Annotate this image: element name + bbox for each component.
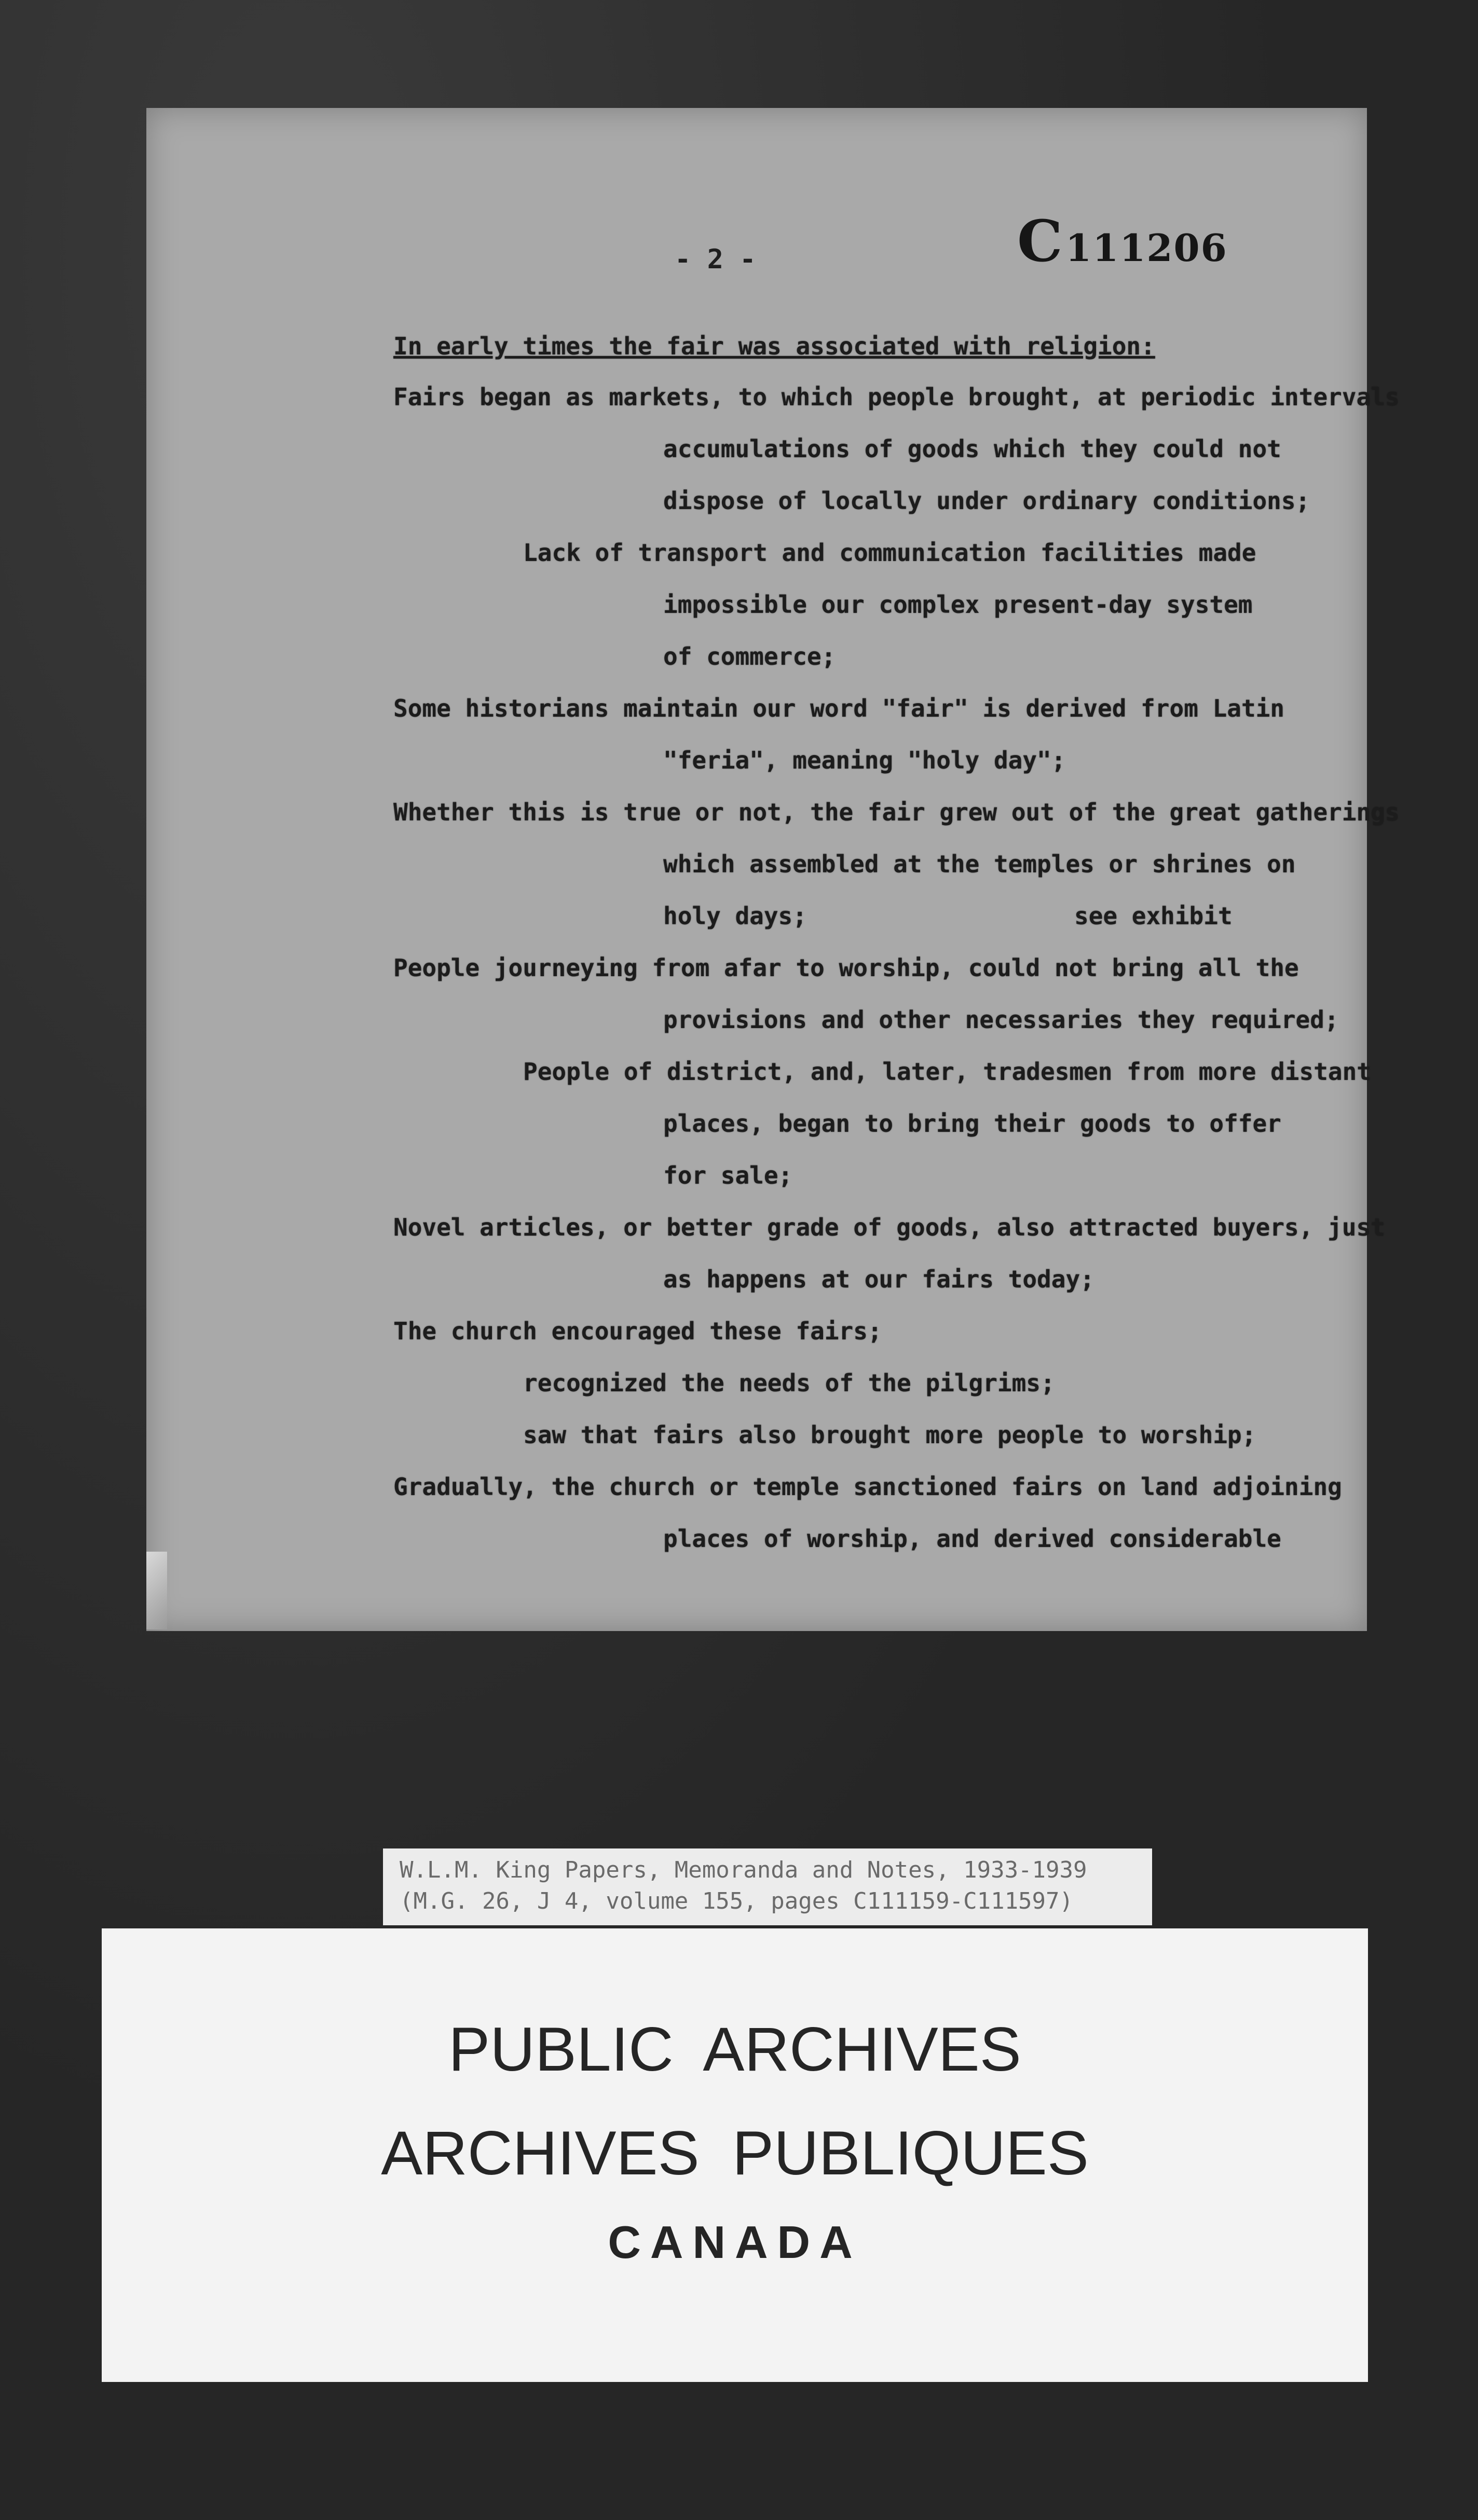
text-line: Gradually, the church or temple sanctioned fairs on land adjoining [393, 1473, 1342, 1501]
text-line: Fairs began as markets, to which people brought, at periodic intervals [393, 383, 1400, 411]
text-line: as happens at our fairs today; [663, 1265, 1094, 1293]
text-line: Some historians maintain our word "fair" is derived from Latin [393, 694, 1285, 722]
text-line: impossible our complex present-day system [663, 591, 1253, 619]
archive-stamp [1017, 208, 1228, 275]
text-line: Lack of transport and communication facilities made [523, 539, 1256, 567]
text-line: of commerce; [663, 642, 836, 670]
stamp-number: 111206 [1065, 226, 1228, 270]
text-line: recognized the needs of the pilgrims; [523, 1369, 1055, 1397]
margin-note: see exhibit [1074, 902, 1233, 930]
page-corner-fold [146, 1552, 167, 1629]
text-line: dispose of locally under ordinary conditions; [663, 487, 1310, 515]
text-line: "feria", meaning "holy day"; [663, 746, 1066, 774]
page-heading: In early times the fair was associated with religion: [393, 332, 1155, 360]
archives-title-fr: ARCHIVES PUBLIQUES [381, 2118, 1089, 2188]
text-line: places of worship, and derived considerable [663, 1525, 1281, 1553]
page-number: - 2 - [675, 244, 756, 275]
text-line: The church encouraged these fairs; [393, 1317, 882, 1345]
text-line: Whether this is true or not, the fair grew out of the great gatherings [393, 798, 1400, 826]
text-line: which assembled at the temples or shrines on [663, 850, 1296, 878]
archives-title-en: PUBLIC ARCHIVES [448, 2015, 1021, 2084]
text-line: People journeying from afar to worship, could not bring all the [393, 954, 1299, 982]
text-line: holy days; [663, 902, 807, 930]
text-line: saw that fairs also brought more people to worship; [523, 1421, 1256, 1449]
text-line: People of district, and, later, tradesmen from more distant [523, 1058, 1371, 1086]
text-line: for sale; [663, 1161, 793, 1189]
text-line: provisions and other necessaries they required; [663, 1006, 1339, 1034]
text-line: Novel articles, or better grade of goods, also attracted buyers, just [393, 1213, 1385, 1241]
collection-label-line1: W.L.M. King Papers, Memoranda and Notes, 1933-1939 [400, 1857, 1087, 1883]
text-line: places, began to bring their goods to offer [663, 1110, 1281, 1138]
collection-label-line2: (M.G. 26, J 4, volume 155, pages C111159-C111597) [400, 1888, 1074, 1914]
archives-country: CANADA [608, 2216, 862, 2268]
text-line: accumulations of goods which they could not [663, 435, 1281, 463]
stamp-letter: C [1017, 208, 1063, 275]
